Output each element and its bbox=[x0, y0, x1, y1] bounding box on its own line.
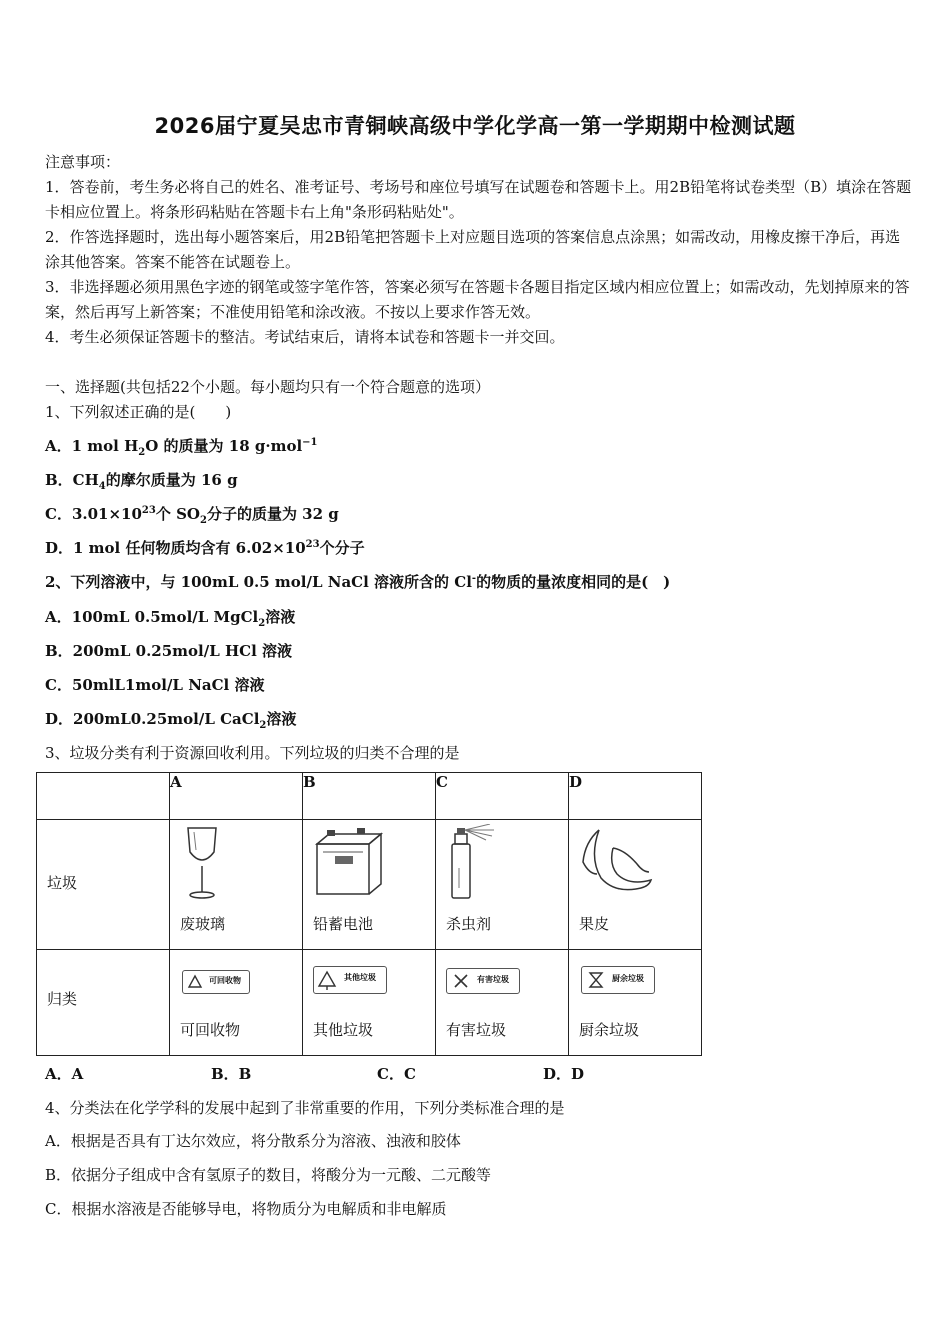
q1-option-c: C．$3.01\times 10^{23}$个 $SO_2$分子的质量为 32 g bbox=[45, 505, 339, 526]
garbage-cell-c bbox=[436, 820, 569, 950]
q1-stem: 1、下列叙述正确的是( ) bbox=[45, 403, 232, 421]
garbage-cell-b bbox=[303, 820, 436, 950]
garbage-label-d: 果皮 bbox=[579, 915, 610, 933]
recyclable-sign bbox=[182, 970, 250, 994]
exam-title: 2026届宁夏吴忠市青铜峡高级中学化学高一第一学期期中检测试题 bbox=[154, 114, 796, 138]
lead-battery-icon bbox=[313, 826, 385, 900]
garbage-label-a: 废玻璃 bbox=[180, 915, 226, 933]
category-cell-c bbox=[436, 950, 569, 1056]
category-cell-a bbox=[170, 950, 303, 1056]
category-cell-d bbox=[569, 950, 702, 1056]
category-label-a: 可回收物 bbox=[180, 1021, 241, 1039]
recyclable-sign-text: 可回收物 bbox=[209, 976, 241, 985]
q1-option-d: D．1 mol 任何物质均含有 $6.02\times 10^{23}$个分子 bbox=[45, 539, 365, 557]
table-corner-cell bbox=[37, 773, 170, 820]
q2-option-c: C．50mlL1mol/L NaCl 溶液 bbox=[45, 676, 265, 694]
q3-choice-c: C．C bbox=[377, 1065, 416, 1083]
q2-stem: 2、下列溶液中，与 100mL 0.5 mol/L NaCl 溶液所含的 Cl-的物质的量浓度相同的是( ) bbox=[45, 573, 671, 591]
table-header-b: B bbox=[303, 773, 436, 820]
q4-stem: 4、分类法在化学学科的发展中起到了非常重要的作用，下列分类标准合理的是 bbox=[45, 1099, 565, 1117]
notice-item-3: 3．非选择题必须用黑色字迹的钢笔或签字笔作答，答案必须写在答题卡各题目指定区域内相应位置上；如需改动，先划掉原来的答案，然后再写上新答案；不准使用铅笔和涂改液。不按以上要求作答无效。 bbox=[45, 278, 910, 321]
notice-item-2: 2．作答选择题时，选出每小题答案后，用2B铅笔把答题卡上对应题目选项的答案信息点涂黑；如需改动，用橡皮擦干净后，再选涂其他答案。答案不能答在试题卷上。 bbox=[45, 228, 901, 271]
q4-option-c: C．根据水溶液是否能够导电，将物质分为电解质和非电解质 bbox=[45, 1200, 447, 1218]
banana-peel-icon bbox=[579, 828, 653, 896]
spray-can-icon bbox=[446, 824, 500, 900]
row-label-category: 归类 bbox=[47, 990, 78, 1008]
recycle-icon bbox=[187, 974, 203, 990]
q3-choice-d: D．D bbox=[543, 1065, 585, 1083]
garbage-cell-d bbox=[569, 820, 702, 950]
category-label-b: 其他垃圾 bbox=[313, 1021, 374, 1039]
q3-choice-b: B．B bbox=[211, 1065, 252, 1083]
q1-option-a: A．1 mol $H_2O$ 的质量为 18 g·mol$^{-1}$ bbox=[45, 437, 318, 458]
kitchen-waste-sign bbox=[581, 966, 655, 994]
row-label-cell bbox=[37, 820, 170, 950]
q4-option-b: B．依据分子组成中含有氢原子的数目，将酸分为一元酸、二元酸等 bbox=[45, 1166, 492, 1184]
table-header-c: C bbox=[436, 773, 569, 820]
q4-option-a: A．根据是否具有丁达尔效应，将分散系分为溶液、浊液和胶体 bbox=[45, 1132, 461, 1150]
notice-item-1: 1．答卷前，考生务必将自己的姓名、准考证号、考场号和座位号填写在试题卷和答题卡上。用2B铅笔将试卷类型（B）填涂在答题卡相应位置上。将条形码粘贴在答题卡右上角"条形码粘贴处"。 bbox=[45, 178, 912, 221]
hazardous-sign bbox=[446, 968, 520, 994]
row-label-garbage: 垃圾 bbox=[47, 874, 78, 892]
q2-option-b: B．200mL 0.25mol/L HCl 溶液 bbox=[45, 642, 293, 660]
category-cell-b bbox=[303, 950, 436, 1056]
notice-item-4: 4．考生必须保证答题卡的整洁。考试结束后，请将本试卷和答题卡一并交回。 bbox=[45, 328, 565, 346]
kitchen-waste-sign-text: 厨余垃圾 bbox=[612, 974, 644, 983]
notice-block bbox=[45, 150, 915, 350]
other-waste-sign-text: 其他垃圾 bbox=[344, 973, 376, 982]
hazard-cross-icon bbox=[452, 972, 470, 990]
garbage-cell-a bbox=[170, 820, 303, 950]
table-header-a: A bbox=[170, 773, 303, 820]
notice-heading: 注意事项： bbox=[45, 153, 121, 171]
category-label-d: 厨余垃圾 bbox=[579, 1021, 640, 1039]
garbage-label-b: 铅蓄电池 bbox=[313, 915, 374, 933]
hourglass-icon bbox=[587, 971, 605, 989]
category-label-c: 有害垃圾 bbox=[446, 1021, 507, 1039]
other-waste-icon bbox=[317, 970, 337, 990]
row-label-cell-2 bbox=[37, 950, 170, 1056]
q2-option-a: A．100mL 0.5mol/L MgCl$_2$溶液 bbox=[45, 608, 296, 629]
section-heading: 一、选择题(共包括22个小题。每小题均只有一个符合题意的选项） bbox=[45, 378, 490, 396]
q2-option-d: D．200mL0.25mol/L CaCl$_2$溶液 bbox=[45, 710, 297, 731]
table-header-d: D bbox=[569, 773, 702, 820]
garbage-label-c: 杀虫剂 bbox=[446, 915, 492, 933]
wine-glass-icon bbox=[182, 824, 222, 902]
q3-stem: 3、垃圾分类有利于资源回收利用。下列垃圾的归类不合理的是 bbox=[45, 744, 460, 762]
hazardous-sign-text: 有害垃圾 bbox=[477, 975, 509, 984]
q3-choice-a: A．A bbox=[45, 1065, 84, 1083]
q1-option-b: B．$CH_4$的摩尔质量为 16 g bbox=[45, 471, 238, 492]
other-waste-sign bbox=[313, 966, 387, 994]
q3-table bbox=[36, 772, 702, 1056]
